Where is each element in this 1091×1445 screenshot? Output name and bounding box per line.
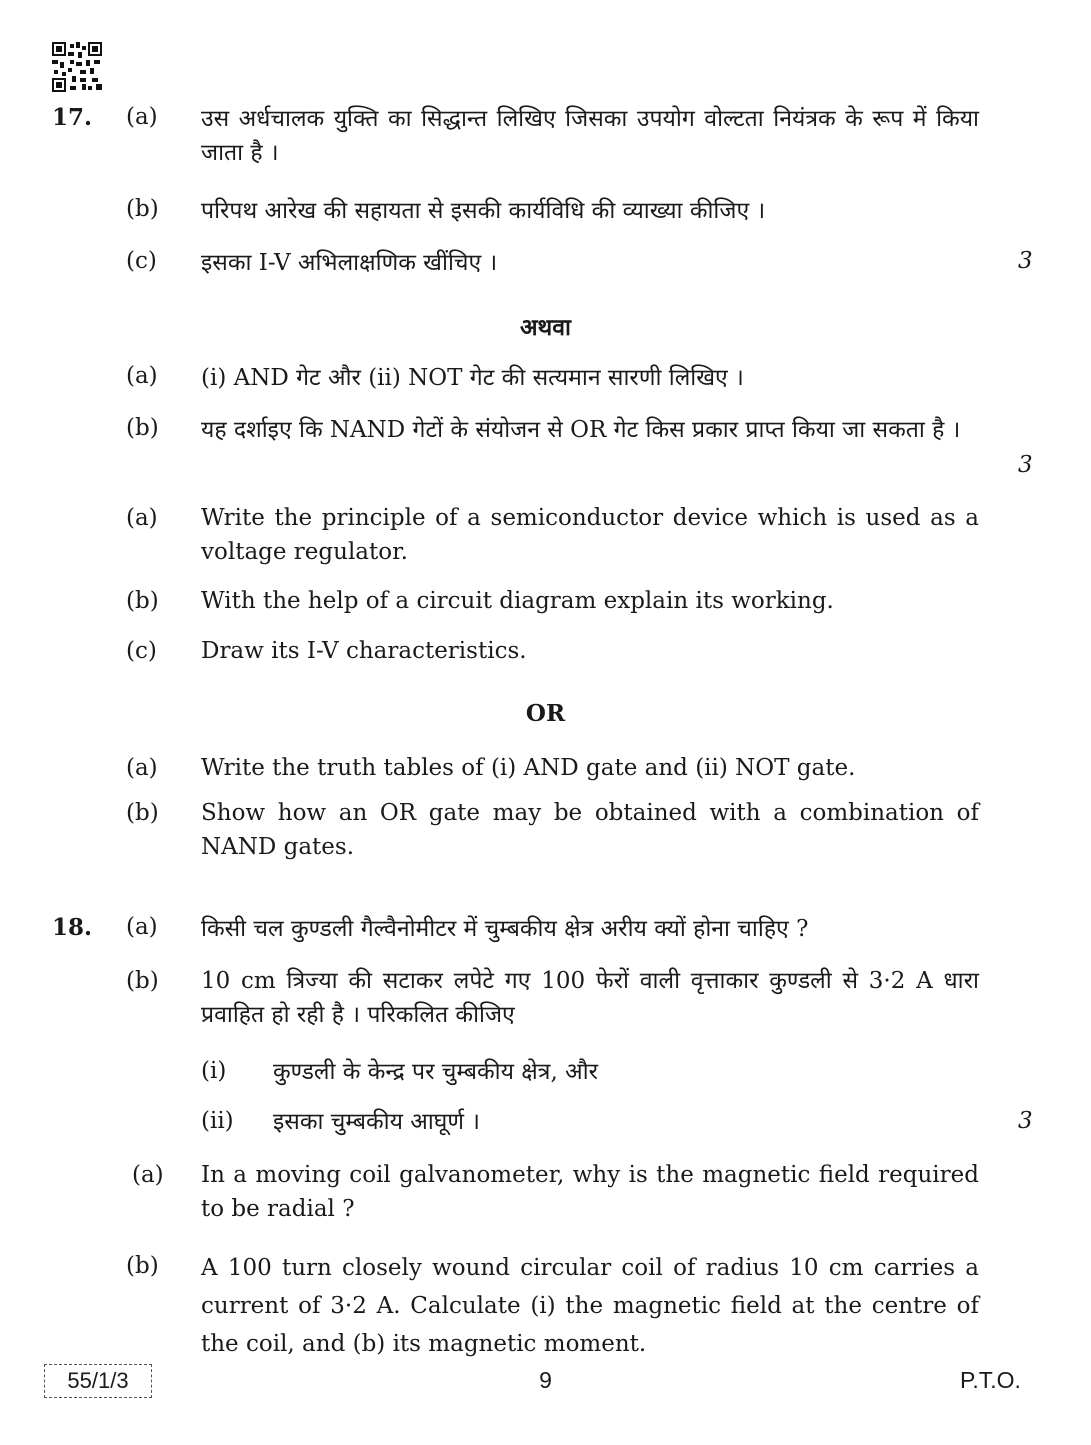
q17-en-alt-a-text: Write the truth tables of (i) AND gate and (ii) NOT gate. bbox=[201, 755, 856, 781]
q17-en-alt-a-label: (a) bbox=[126, 755, 158, 781]
q17-en-alt-b-label: (b) bbox=[126, 800, 159, 826]
q18-hi-sub-ii-text: इसका चुम्बकीय आघूर्ण । bbox=[273, 1109, 481, 1135]
q17-hi-marks: 3 bbox=[1018, 248, 1033, 274]
q17-hi-alt-a-label: (a) bbox=[126, 363, 158, 389]
q18-hi-marks: 3 bbox=[1018, 1108, 1033, 1134]
q17-en-a-label: (a) bbox=[126, 505, 158, 531]
question-17-number: 17. bbox=[52, 104, 93, 131]
q18-hi-sub-i-text: कुण्डली के केन्द्र पर चुम्बकीय क्षेत्र, और bbox=[273, 1059, 599, 1085]
q17-hindi-or-heading: अथवा bbox=[519, 314, 571, 341]
q17-en-alt-b-text: Show how an OR gate may be obtained with a combination of NAND gates. bbox=[201, 800, 979, 860]
q17-hi-c-label: (c) bbox=[126, 248, 157, 274]
q17-hi-b-label: (b) bbox=[126, 196, 159, 222]
q17-hi-b-text: परिपथ आरेख की सहायता से इसकी कार्यविधि की व्याख्या कीजिए । bbox=[201, 198, 766, 224]
q18-en-b-label: (b) bbox=[126, 1253, 159, 1279]
q18-hi-b-label: (b) bbox=[126, 968, 159, 994]
q18-hi-b-text: 10 cm त्रिज्या की सटाकर लपेटे गए 100 फेरों वाली वृत्ताकार कुण्डली से 3·2 A धारा प्रवाहित हो रही है । परिकलित कीजिए bbox=[201, 968, 979, 1028]
page-number: 9 bbox=[539, 1367, 552, 1393]
q18-hi-a-label: (a) bbox=[126, 914, 158, 940]
q17-en-b-text: With the help of a circuit diagram explain its working. bbox=[201, 588, 834, 614]
q17-hi-c-text: इसका I-V अभिलाक्षणिक खींचिए । bbox=[201, 250, 498, 276]
q17-hi-alt-a-text: (i) AND गेट और (ii) NOT गेट की सत्यमान सारणी लिखिए । bbox=[201, 365, 744, 391]
q17-en-b-label: (b) bbox=[126, 588, 159, 614]
q17-hi-alt-b-label: (b) bbox=[126, 415, 159, 441]
q17-en-c-label: (c) bbox=[126, 638, 157, 664]
paper-code: 55/1/3 bbox=[67, 1368, 129, 1393]
q18-hi-sub-i-label: (i) bbox=[201, 1058, 227, 1084]
q18-en-a-label: (a) bbox=[132, 1162, 164, 1188]
q17-hi-alt-marks: 3 bbox=[1018, 452, 1033, 478]
q18-en-a-text: In a moving coil galvanometer, why is the magnetic field required to be radial ? bbox=[201, 1162, 979, 1222]
question-18-number: 18. bbox=[52, 914, 93, 941]
q18-hi-a-text: किसी चल कुण्डली गैल्वैनोमीटर में चुम्बकीय क्षेत्र अरीय क्यों होना चाहिए ? bbox=[201, 916, 809, 942]
q17-en-a-text: Write the principle of a semiconductor device which is used as a voltage regulator. bbox=[201, 505, 979, 565]
q17-en-c-text: Draw its I-V characteristics. bbox=[201, 638, 527, 664]
q17-hi-alt-b-text: यह दर्शाइए कि NAND गेटों के संयोजन से OR गेट किस प्रकार प्राप्त किया जा सकता है । bbox=[201, 417, 961, 443]
pto-label: P.T.O. bbox=[960, 1367, 1021, 1393]
q17-english-or-heading: OR bbox=[525, 700, 566, 727]
q17-hi-a-label: (a) bbox=[126, 104, 158, 130]
q18-en-b-text: A 100 turn closely wound circular coil of radius 10 cm carries a current of 3·2 A. Calculate (i) the magnetic field at the centre of the coil, and (b) its magnetic moment. bbox=[201, 1255, 979, 1357]
qr-code-icon bbox=[52, 42, 102, 92]
q17-hi-a-text: उस अर्धचालक युक्ति का सिद्धान्त लिखिए जिसका उपयोग वोल्टता नियंत्रक के रूप में किया जाता है । bbox=[201, 106, 979, 166]
q18-hi-sub-ii-label: (ii) bbox=[201, 1108, 234, 1134]
